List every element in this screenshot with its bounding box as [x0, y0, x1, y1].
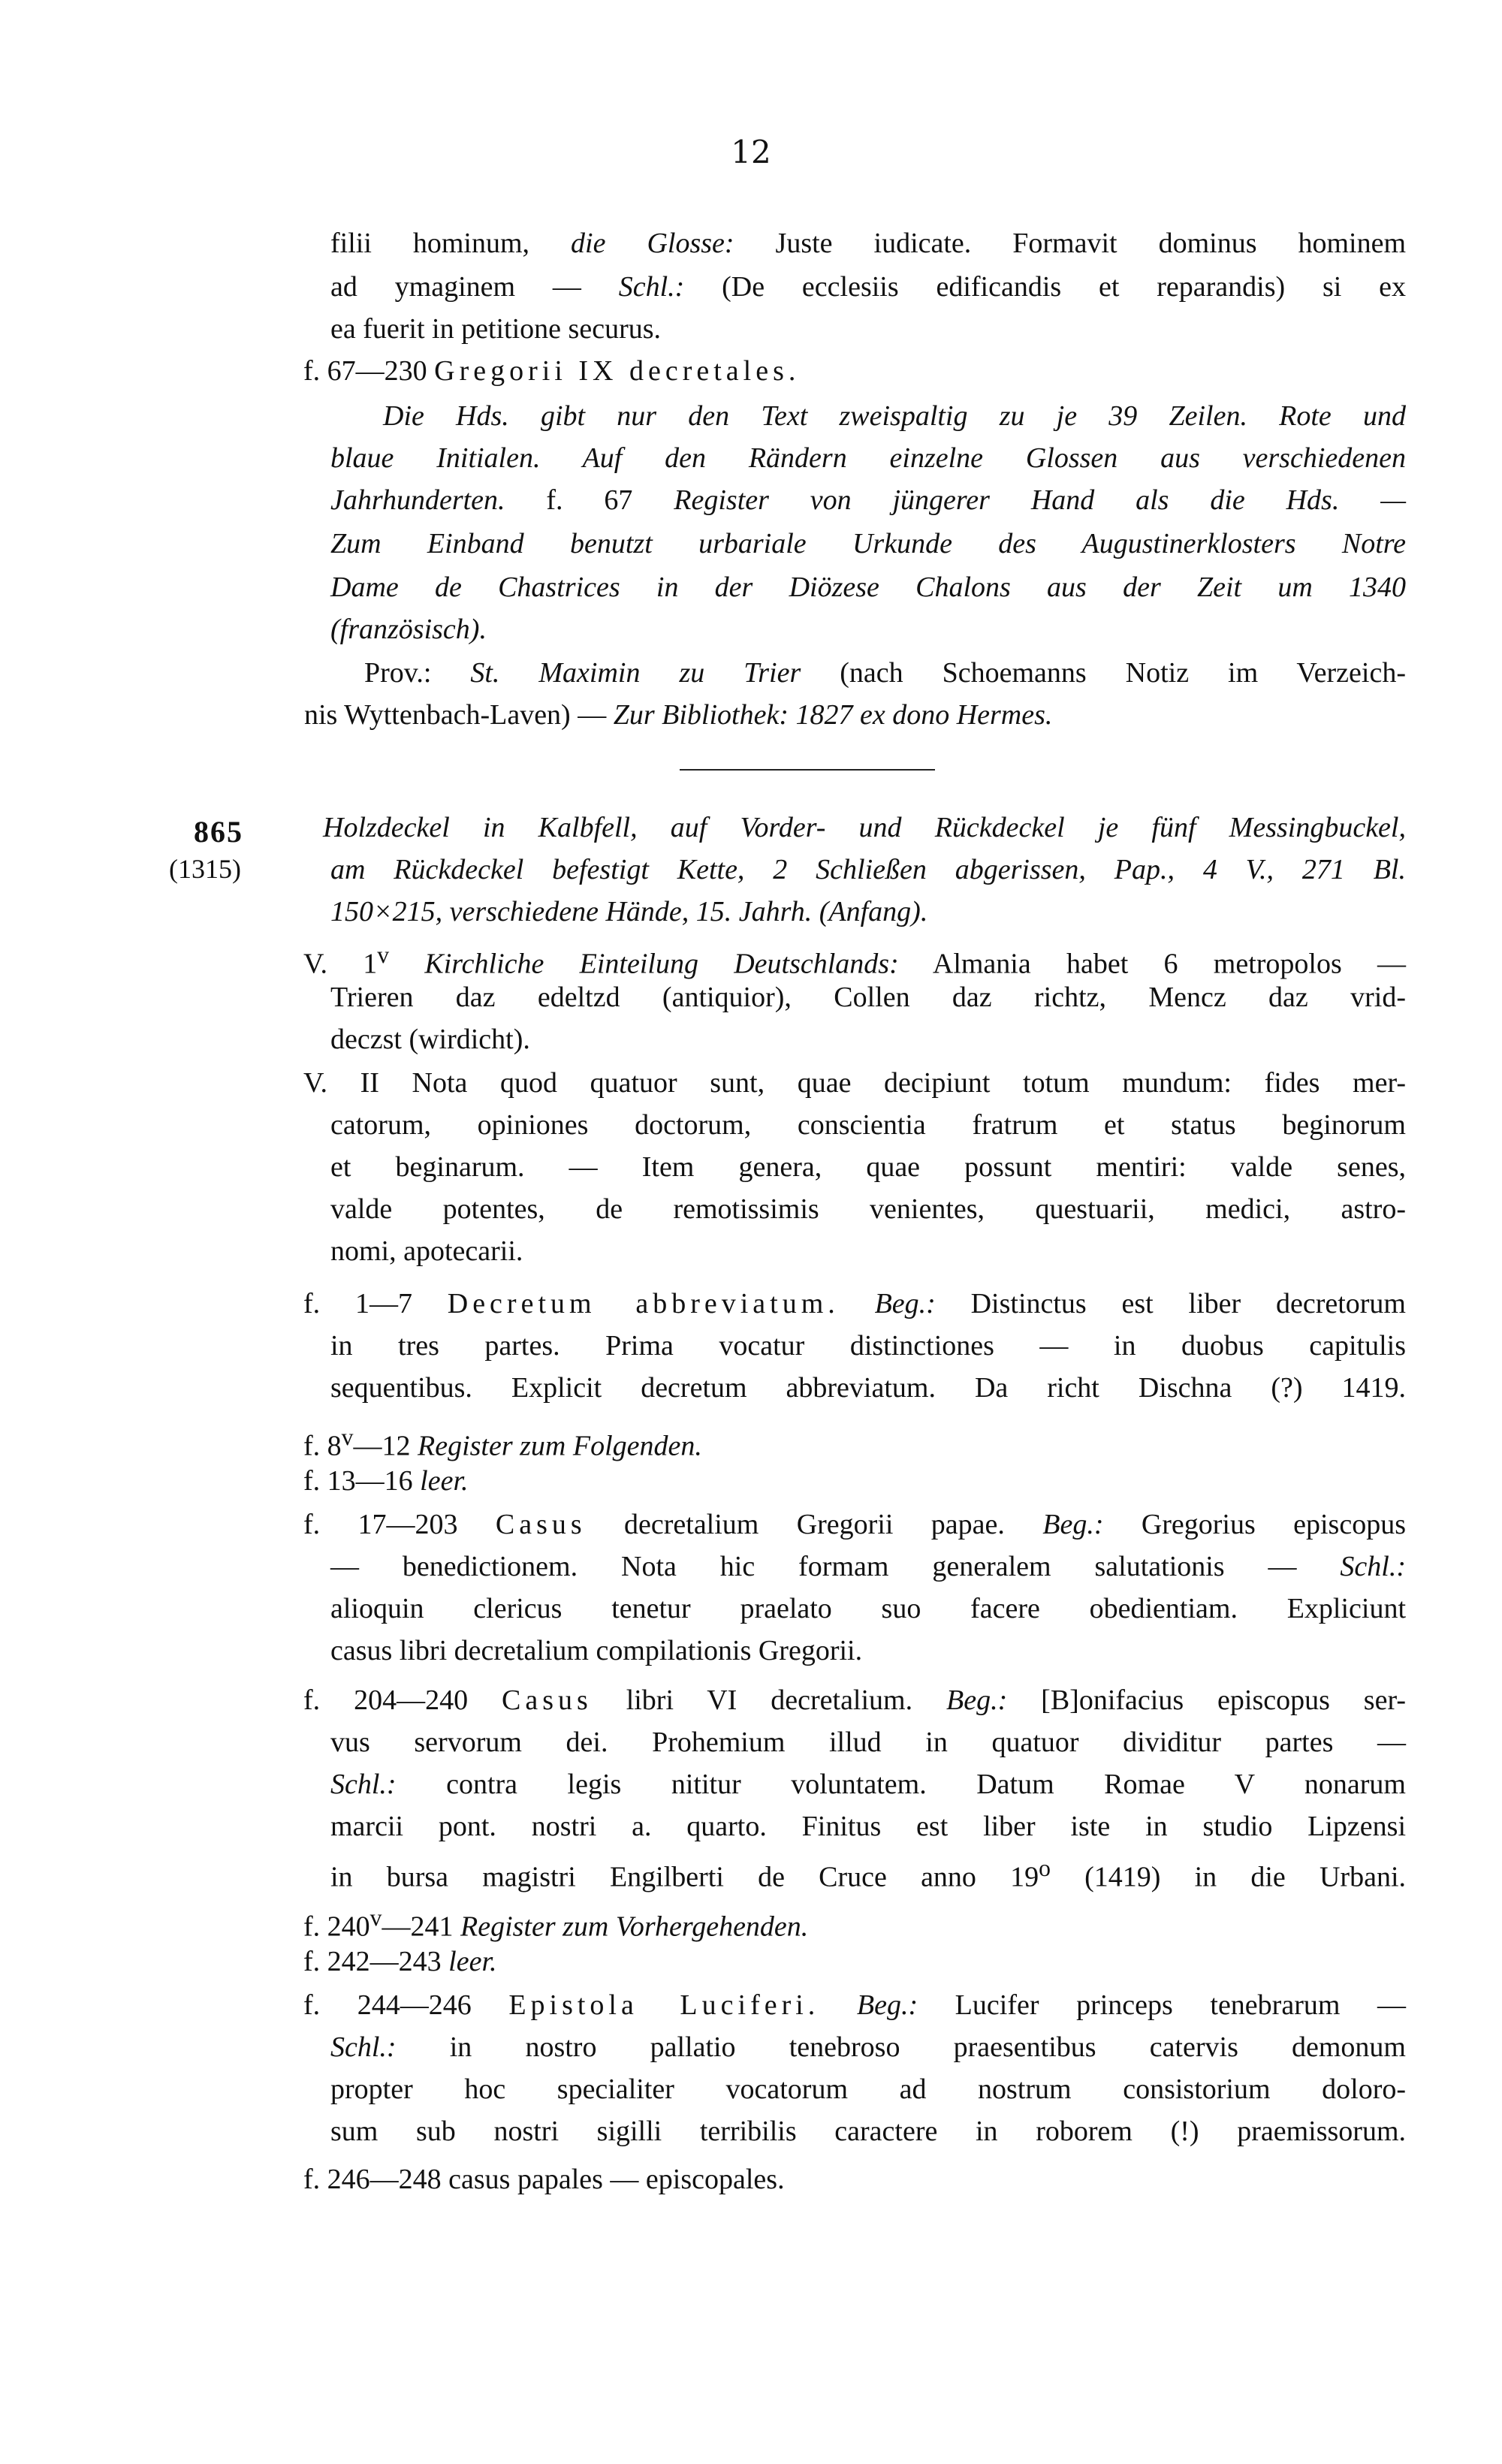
entry-line: alioquin clericus tenetur praelato suo facere obedientiam. Expliciunt	[330, 1593, 1406, 1624]
entry-line: f. 240$^v$—241 Register zum Vorhergehenden.	[303, 1905, 809, 1943]
entry-line: V. 1$^v$ Kirchliche Einteilung Deutschlands: Almania habet 6 metropolos —	[303, 942, 1406, 980]
entry-line: sum sub nostri sigilli terribilis caractere in roborem (!) praemissorum.	[330, 2116, 1406, 2147]
description-line: 150×215, verschiedene Hände, 15. Jahrh. (Anfang).	[330, 896, 928, 927]
entry-line: in bursa magistri Engilberti de Cruce anno 19$^o$ (1419) in die Urbani.	[330, 1855, 1406, 1893]
manuscript-old-number: (1315)	[169, 854, 241, 884]
entry-line: f. 1—7 Decretum abbreviatum. Beg.: Distinctus est liber decretorum	[303, 1288, 1406, 1319]
entry-line: — benedictionem. Nota hic formam generalem salutationis — Schl.:	[330, 1551, 1406, 1582]
entry-line: marcii pont. nostri a. quarto. Finitus est liber iste in studio Lipzensi	[330, 1811, 1406, 1842]
entry-line: f. 204—240 Casus libri VI decretalium. Beg.: [B]onifacius episcopus ser-	[303, 1684, 1406, 1716]
text-line: Die Hds. gibt nur den Text zweispaltig zu je 39 Zeilen. Rote und	[383, 400, 1406, 432]
entry-line: vus servorum dei. Prohemium illud in quatuor dividitur partes —	[330, 1727, 1406, 1758]
entry-line: f. 13—16 leer.	[303, 1465, 469, 1497]
entry-line: Schl.: in nostro pallatio tenebroso praesentibus catervis demonum	[330, 2031, 1406, 2063]
manuscript-number: 865	[194, 815, 243, 849]
text-line: Jahrhunderten. f. 67 Register von jüngerer Hand als die Hds. —	[330, 484, 1406, 516]
entry-line: f. 17—203 Casus decretalium Gregorii papae. Beg.: Gregorius episcopus	[303, 1509, 1406, 1540]
entry-line: valde potentes, de remotissimis venientes, questuarii, medici, astro-	[330, 1193, 1406, 1225]
text-line: Prov.: St. Maximin zu Trier (nach Schoemanns Notiz im Verzeich-	[364, 657, 1406, 689]
entry-line: Schl.: contra legis nititur voluntatem. Datum Romae V nonarum	[330, 1769, 1406, 1800]
description-line: Holzdeckel in Kalbfell, auf Vorder- und Rückdeckel je fünf Messingbuckel,	[323, 812, 1406, 843]
text-line: ad ymaginem — Schl.: (De ecclesiis edificandis et reparandis) si ex	[330, 271, 1406, 303]
entry-line: deczst (wirdicht).	[330, 1024, 530, 1055]
section-heading: f. 67—230 Gregorii IX decretales.	[303, 355, 801, 387]
page-number: 12	[731, 134, 771, 170]
entry-line: nomi, apotecarii.	[330, 1235, 523, 1267]
entry-line: Trieren daz edeltzd (antiquior), Collen daz richtz, Mencz daz vrid-	[330, 982, 1406, 1013]
text-line: filii hominum, die Glosse: Juste iudicate. Formavit dominus hominem	[330, 228, 1406, 259]
entry-line: V. II Nota quod quatuor sunt, quae decipiunt totum mundum: fides mer-	[303, 1067, 1406, 1099]
text-line: Zum Einband benutzt urbariale Urkunde des Augustinerklosters Notre	[330, 528, 1406, 559]
entry-line: casus libri decretalium compilationis Gregorii.	[330, 1635, 863, 1666]
description-line: am Rückdeckel befestigt Kette, 2 Schließen abgerissen, Pap., 4 V., 271 Bl.	[330, 854, 1406, 885]
entry-line: in tres partes. Prima vocatur distinctiones — in duobus capitulis	[330, 1330, 1406, 1362]
text-line: blaue Initialen. Auf den Rändern einzelne Glossen aus verschiedenen	[330, 442, 1406, 474]
entry-line: f. 244—246 Epistola Luciferi. Beg.: Lucifer princeps tenebrarum —	[303, 1989, 1406, 2021]
entry-line: et beginarum. — Item genera, quae possunt mentiri: valde senes,	[330, 1151, 1406, 1183]
separator-rule	[680, 769, 935, 771]
entry-line: f. 242—243 leer.	[303, 1946, 497, 1977]
entry-line: sequentibus. Explicit decretum abbreviatum. Da richt Dischna (?) 1419.	[330, 1372, 1406, 1404]
text-line: (französisch).	[330, 614, 487, 645]
text-line: Dame de Chastrices in der Diözese Chalons aus der Zeit um 1340	[330, 572, 1406, 603]
entry-line: catorum, opiniones doctorum, conscientia fratrum et status beginorum	[330, 1109, 1406, 1141]
text-line: nis Wyttenbach-Laven) — Zur Bibliothek: 1827 ex dono Hermes.	[304, 699, 1053, 731]
entry-line: f. 8$^v$—12 Register zum Folgenden.	[303, 1424, 702, 1462]
text-line: ea fuerit in petitione securus.	[330, 313, 662, 345]
entry-line: propter hoc specialiter vocatorum ad nostrum consistorium doloro-	[330, 2073, 1406, 2105]
entry-line: f. 246—248 casus papales — episcopales.	[303, 2164, 785, 2195]
